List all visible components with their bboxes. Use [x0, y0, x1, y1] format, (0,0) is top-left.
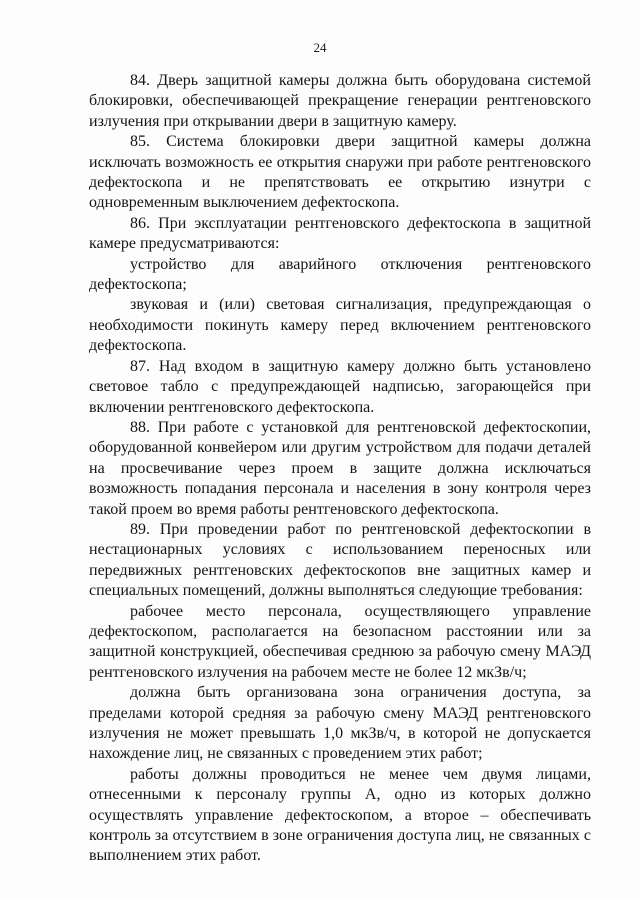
paragraph-85: 85. Система блокировки двери защитной камеры должна исключать возможность ее открытия снаружи при работе рентгеновского дефектоскопа и не препятствовать ее открытию изнутри с одновременным выключением дефектоскопа.	[89, 133, 591, 212]
paragraph-87: 87. Над входом в защитную камеру должно быть установлено световое табло с предупреждающей надписью, загорающейся при включении рентгеновского дефектоскопа.	[89, 357, 591, 416]
document-body	[89, 71, 591, 867]
paragraph-84: 84. Дверь защитной камеры должна быть оборудована системой блокировки, обеспечивающей прекращение генерации рентгеновского излучения при открывании двери в защитную камеру.	[89, 72, 591, 130]
paragraph-89-item-workplace: рабочее место персонала, осуществляющего управление дефектоскопом, располагается на безопасном расстоянии или за защитной конструкцией, обеспечивая среднюю за рабочую смену МАЭД рентгеновского излучения на рабочем месте не более 12 мкЗв/ч;	[89, 602, 591, 681]
paragraph-89: 89. При проведении работ по рентгеновской дефектоскопии в нестационарных условиях с использованием переносных или передвижных рентгеновских дефектоскопов вне защитных камер и специальных помещений, должны выполняться следующие требования:	[89, 520, 591, 600]
paragraph-88: 88. При работе с установкой для рентгеновской дефектоскопии, оборудованной конвейером или другим устройством для подачи деталей на просвечивание через проем в защите должна исключаться возможность попадания персонала и населения в зону контроля через такой проем во время работы рентгеновского дефектоскопа.	[89, 418, 591, 518]
paragraph-89-item-personnel: работы должны проводиться не менее чем двумя лицами, отнесенными к персоналу группы А, одно из которых должно осуществлять управление дефектоскопом, а второе – обеспечивать контроль за отсутствием в зоне ограничения доступа лиц, не связанных с выполнением этих работ.	[89, 765, 591, 865]
page-number: 24	[313, 40, 327, 55]
paragraph-89-item-restricted-zone: должна быть организована зона ограничения доступа, за пределами которой средняя за рабочую смену МАЭД рентгеновского излучения не может превышать 1,0 мкЗв/ч, в которой не допускается нахождение лиц, не связанных с проведением этих работ;	[89, 684, 591, 763]
paragraph-86-item-emergency-shutdown: устройство для аварийного отключения рентгеновского дефектоскопа;	[89, 255, 591, 294]
paragraph-86: 86. При эксплуатации рентгеновского дефектоскопа в защитной камере предусматриваются:	[89, 214, 591, 253]
paragraph-86-item-signaling: звуковая и (или) световая сигнализация, предупреждающая о необходимости покинуть камеру перед включением рентгеновского дефектоскопа.	[89, 296, 591, 355]
